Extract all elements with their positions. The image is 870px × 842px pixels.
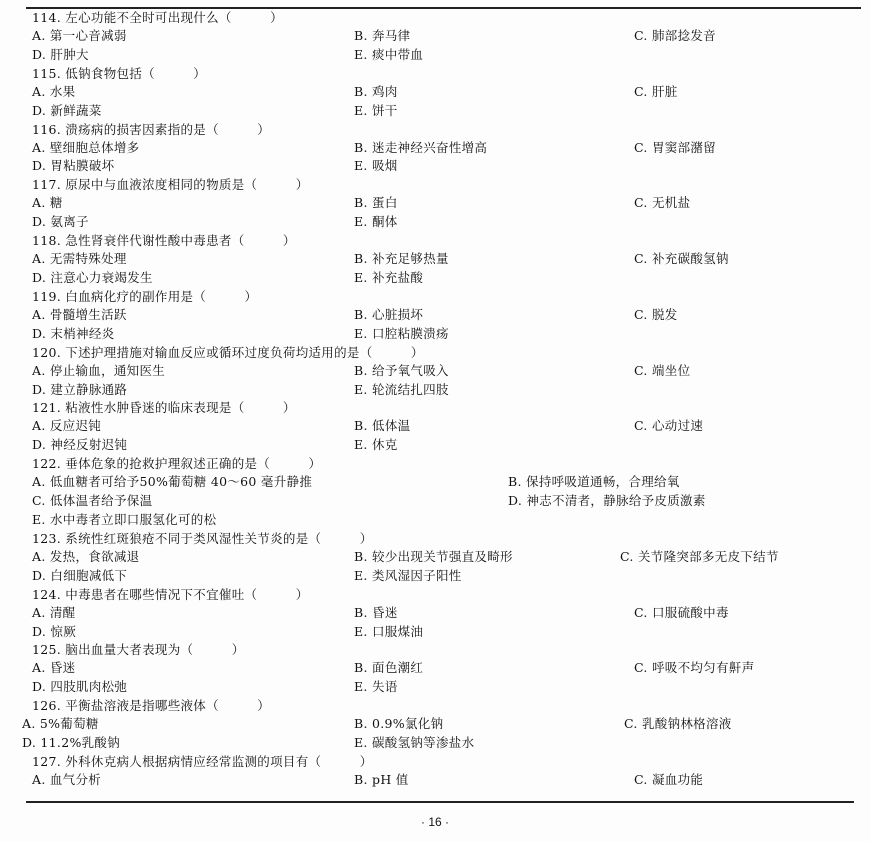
- option-b: B. 保持呼吸道通畅，合理给氧: [508, 474, 680, 490]
- option-e: E. 水中毒者立即口服氢化可的松: [32, 512, 217, 528]
- option-e: E. 酮体: [354, 214, 398, 230]
- option-b: B. 心脏损坏: [354, 306, 424, 322]
- option-c: C. 心动过速: [634, 418, 704, 434]
- option-row: [0, 362, 870, 381]
- question-title: 119. 白血病化疗的副作用是（ ）: [32, 288, 258, 304]
- question-title: 120. 下述护理措施对输血反应或循环过度负荷均适用的是（ ）: [32, 344, 424, 360]
- question-114: [0, 9, 870, 65]
- question-127: [0, 753, 870, 790]
- option-row: [0, 194, 870, 213]
- question-list: [0, 9, 870, 790]
- option-row: [0, 213, 870, 232]
- option-row: [0, 102, 870, 121]
- option-d: D. 建立静脉通路: [32, 381, 128, 397]
- option-d: D. 四肢肌肉松弛: [32, 679, 128, 695]
- option-c: C. 口服硫酸中毒: [634, 604, 729, 620]
- option-b: B. pH 值: [354, 772, 409, 788]
- option-row: [0, 27, 870, 46]
- question-116: [0, 121, 870, 177]
- option-c: C. 肺部捻发音: [634, 28, 716, 43]
- option-row: [0, 604, 870, 623]
- page-number: · 16 ·: [420, 815, 449, 829]
- option-e: E. 补充盐酸: [354, 270, 424, 286]
- question-title: 117. 原尿中与血液浓度相同的物质是（ ）: [32, 177, 309, 193]
- option-c: C. 胃窦部潴留: [634, 139, 716, 155]
- option-c: C. 凝血功能: [634, 772, 704, 788]
- question-title: 126. 平衡盐溶液是指哪些液体（ ）: [32, 698, 271, 714]
- option-a: A. 骨髓增生活跃: [32, 306, 127, 322]
- option-row: [0, 734, 870, 753]
- question-title: 124. 中毒患者在哪些情况下不宜催吐（ ）: [32, 586, 309, 602]
- option-b: B. 补充足够热量: [354, 251, 449, 267]
- option-e: E. 口服煤油: [354, 623, 424, 639]
- question-124: [0, 586, 870, 642]
- option-b: B. 鸡肉: [354, 83, 398, 99]
- question-118: [0, 232, 870, 288]
- option-row: [0, 306, 870, 325]
- option-e: E. 痰中带血: [354, 46, 424, 62]
- option-a: A. 5%葡萄糖: [22, 716, 99, 732]
- option-row: [0, 157, 870, 176]
- option-d: D. 新鲜蔬菜: [32, 102, 102, 118]
- question-126: [0, 697, 870, 753]
- question-122: [0, 455, 870, 530]
- option-d: D. 氨离子: [32, 214, 89, 230]
- option-a: A. 血气分析: [32, 772, 102, 788]
- option-e: E. 轮流结扎四肢: [354, 381, 449, 397]
- option-a: A. 低血糖者可给予50%葡萄糖 40～60 毫升静推: [32, 474, 313, 490]
- question-title: 123. 系统性红斑狼疮不同于类风湿性关节炎的是（ ）: [32, 530, 373, 546]
- option-row: [0, 417, 870, 436]
- question-title: 121. 粘液性水肿昏迷的临床表现是（ ）: [32, 400, 296, 416]
- option-b: B. 较少出现关节强直及畸形: [354, 548, 513, 564]
- option-a: A. 发热，食欲减退: [32, 548, 140, 564]
- option-b: B. 奔马律: [354, 28, 411, 43]
- option-c: C. 脱发: [634, 306, 678, 322]
- option-b: B. 0.9%氯化钠: [354, 716, 444, 732]
- question-125: [0, 641, 870, 697]
- option-row: [0, 269, 870, 288]
- question-121: [0, 399, 870, 455]
- option-row: [0, 139, 870, 158]
- option-row: [0, 771, 870, 790]
- option-a: A. 昏迷: [32, 660, 76, 676]
- question-title: 118. 急性肾衰伴代谢性酸中毒患者（ ）: [32, 233, 296, 249]
- option-b: B. 蛋白: [354, 195, 398, 211]
- option-d: D. 惊厥: [32, 623, 77, 639]
- option-b: B. 给予氧气吸入: [354, 362, 449, 378]
- question-title: 115. 低钠食物包括（ ）: [32, 65, 207, 81]
- option-d: D. 神志不清者，静脉给予皮质激素: [508, 493, 706, 509]
- option-row: [0, 473, 870, 492]
- option-row: [0, 492, 870, 511]
- option-a: A. 停止输血，通知医生: [32, 362, 166, 378]
- option-c: C. 无机盐: [634, 195, 691, 211]
- option-row: [0, 46, 870, 65]
- option-row: [0, 715, 870, 734]
- option-row: [0, 678, 870, 697]
- option-e: E. 饼干: [354, 102, 398, 118]
- option-c: C. 乳酸钠林格溶液: [624, 716, 732, 732]
- option-c: C. 低体温者给予保温: [32, 493, 153, 509]
- question-title: 122. 垂体危象的抢救护理叙述正确的是（ ）: [32, 456, 322, 472]
- option-a: A. 反应迟钝: [32, 418, 102, 434]
- option-b: B. 迷走神经兴奋性增高: [354, 139, 488, 155]
- option-d: D. 神经反射迟钝: [32, 437, 128, 453]
- option-e: E. 类风湿因子阳性: [354, 567, 462, 583]
- option-e: E. 吸烟: [354, 158, 398, 174]
- option-row: [0, 659, 870, 678]
- option-row: [0, 436, 870, 455]
- option-b: B. 面色潮红: [354, 660, 424, 676]
- option-row: [0, 567, 870, 586]
- option-e: E. 休克: [354, 437, 398, 453]
- option-b: B. 低体温: [354, 418, 411, 434]
- option-a: A. 无需特殊处理: [32, 251, 127, 267]
- option-e: E. 失语: [354, 679, 398, 695]
- option-row: [0, 381, 870, 400]
- option-row: [0, 511, 870, 530]
- question-title: 125. 脑出血量大者表现为（ ）: [32, 642, 245, 658]
- option-e: E. 口腔粘膜溃疡: [354, 325, 449, 341]
- option-a: A. 糖: [32, 195, 63, 211]
- option-b: B. 昏迷: [354, 604, 398, 620]
- question-117: [0, 176, 870, 232]
- option-row: [0, 250, 870, 269]
- question-119: [0, 288, 870, 344]
- option-a: A. 第一心音减弱: [32, 28, 127, 43]
- option-a: A. 清醒: [32, 604, 76, 620]
- option-d: D. 白细胞减低下: [32, 567, 128, 583]
- option-e: E. 碳酸氢钠等渗盐水: [354, 735, 475, 751]
- question-title: 116. 溃疡病的损害因素指的是（ ）: [32, 121, 271, 137]
- option-d: D. 胃粘膜破坏: [32, 158, 115, 174]
- question-title: 114. 左心功能不全时可出现什么（ ）: [32, 10, 283, 25]
- option-c: C. 关节隆突部多无皮下结节: [620, 548, 779, 564]
- question-123: [0, 530, 870, 586]
- option-row: [0, 325, 870, 344]
- option-d: D. 末梢神经炎: [32, 325, 115, 341]
- option-c: C. 补充碳酸氢钠: [634, 251, 729, 267]
- option-d: D. 肝肿大: [32, 46, 89, 62]
- question-120: [0, 344, 870, 400]
- option-row: [0, 548, 870, 567]
- option-c: C. 肝脏: [634, 83, 678, 99]
- bottom-rule: [26, 801, 854, 803]
- question-title: 127. 外科休克病人根据病情应经常监测的项目有（ ）: [32, 754, 373, 770]
- option-c: C. 呼吸不均匀有鼾声: [634, 660, 755, 676]
- option-row: [0, 623, 870, 642]
- option-a: A. 壁细胞总体增多: [32, 139, 140, 155]
- option-a: A. 水果: [32, 83, 76, 99]
- question-115: [0, 65, 870, 121]
- option-c: C. 端坐位: [634, 362, 691, 378]
- option-row: [0, 83, 870, 102]
- option-d: D. 注意心力衰竭发生: [32, 270, 153, 286]
- option-d: D. 11.2%乳酸钠: [22, 735, 121, 751]
